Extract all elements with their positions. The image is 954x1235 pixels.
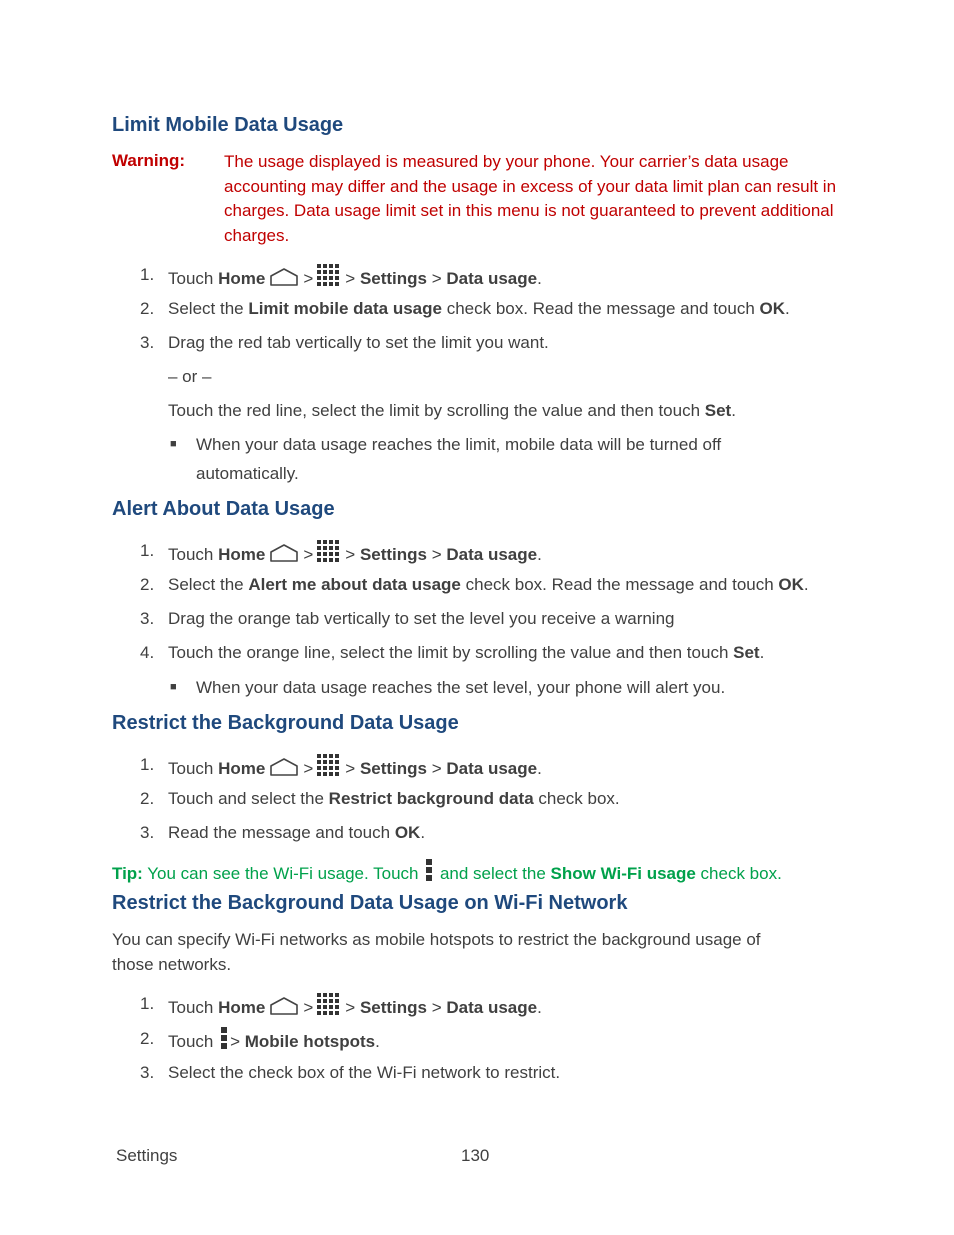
step-text: Read the message and touch OK. bbox=[168, 823, 426, 842]
bullet-marker: ■ bbox=[170, 681, 177, 693]
bullet-text: When your data usage reaches the set level, your phone will alert you. bbox=[196, 678, 726, 697]
step-text: Touch > Mobile hotspots. bbox=[168, 1026, 380, 1052]
apps-grid-icon bbox=[316, 992, 342, 1016]
step-text: Drag the orange tab vertically to set the level you receive a warning bbox=[168, 609, 675, 628]
warning-label: Warning: bbox=[112, 151, 186, 170]
home-icon bbox=[268, 757, 300, 777]
warning-text: The usage displayed is measured by your phone. Your carrier’s data usage accounting may differ and the usage in excess of your data limit plan can result in charges. Data usage limit set in this menu is not guaranteed to prevent additional charges. bbox=[224, 152, 837, 245]
bullet-text: When your data usage reaches the limit, mobile data will be turned off bbox=[196, 435, 722, 454]
step-number: 3. bbox=[140, 333, 155, 352]
apps-grid-icon bbox=[316, 263, 342, 287]
step-text: Touch Home > > Settings > Data usage. bbox=[168, 753, 542, 779]
step-number: 1. bbox=[140, 755, 155, 774]
step-text: Touch Home > > Settings > Data usage. bbox=[168, 263, 542, 289]
step-number: 2. bbox=[140, 789, 155, 808]
step-number: 3. bbox=[140, 1063, 155, 1082]
intro-text-continued: those networks. bbox=[112, 955, 232, 974]
step-number: 3. bbox=[140, 609, 155, 628]
step-number: 1. bbox=[140, 265, 155, 284]
bullet-text-continued: automatically. bbox=[196, 464, 299, 483]
step-text: Select the Limit mobile data usage check box. Read the message and touch OK. bbox=[168, 299, 790, 318]
tip-label: Tip: bbox=[112, 864, 143, 883]
step-number: 1. bbox=[140, 541, 155, 560]
footer-section-name: Settings bbox=[116, 1146, 178, 1165]
alternative-step: Touch the red line, select the limit by scrolling the value and then touch Set. bbox=[168, 401, 736, 420]
home-icon bbox=[268, 996, 300, 1016]
step-text: Touch Home > > Settings > Data usage. bbox=[168, 992, 542, 1018]
step-text: Touch and select the Restrict background data check box. bbox=[168, 789, 620, 808]
step-text: Touch the orange line, select the limit by scrolling the value and then touch Set. bbox=[168, 643, 765, 662]
step-number: 3. bbox=[140, 823, 155, 842]
step-text: Touch Home > > Settings > Data usage. bbox=[168, 539, 542, 565]
bullet-marker: ■ bbox=[170, 438, 177, 450]
step-number: 1. bbox=[140, 994, 155, 1013]
or-separator: – or – bbox=[168, 367, 212, 386]
home-icon bbox=[268, 543, 300, 563]
step-number: 4. bbox=[140, 643, 155, 662]
section-heading-restrict-wifi: Restrict the Background Data Usage on Wi-Fi Network bbox=[112, 892, 628, 914]
step-text: Select the check box of the Wi-Fi network to restrict. bbox=[168, 1063, 561, 1082]
section-heading-alert-data-usage: Alert About Data Usage bbox=[112, 498, 335, 520]
menu-dots-icon bbox=[425, 858, 433, 882]
step-number: 2. bbox=[140, 575, 155, 594]
tip-text: Tip: You can see the Wi-Fi usage. Touch and select the Show Wi-Fi usage check box. bbox=[112, 858, 782, 884]
apps-grid-icon bbox=[316, 753, 342, 777]
intro-text: You can specify Wi-Fi networks as mobile hotspots to restrict the background usage of bbox=[112, 930, 761, 949]
home-icon bbox=[268, 267, 300, 287]
section-heading-limit-mobile-data: Limit Mobile Data Usage bbox=[112, 114, 344, 136]
step-text: Drag the red tab vertically to set the limit you want. bbox=[168, 333, 549, 352]
footer-page-number: 130 bbox=[461, 1146, 490, 1165]
step-number: 2. bbox=[140, 1029, 155, 1048]
step-number: 2. bbox=[140, 299, 155, 318]
menu-dots-icon bbox=[220, 1026, 228, 1050]
step-text: Select the Alert me about data usage check box. Read the message and touch OK. bbox=[168, 575, 809, 594]
section-heading-restrict-background: Restrict the Background Data Usage bbox=[112, 712, 459, 734]
apps-grid-icon bbox=[316, 539, 342, 563]
